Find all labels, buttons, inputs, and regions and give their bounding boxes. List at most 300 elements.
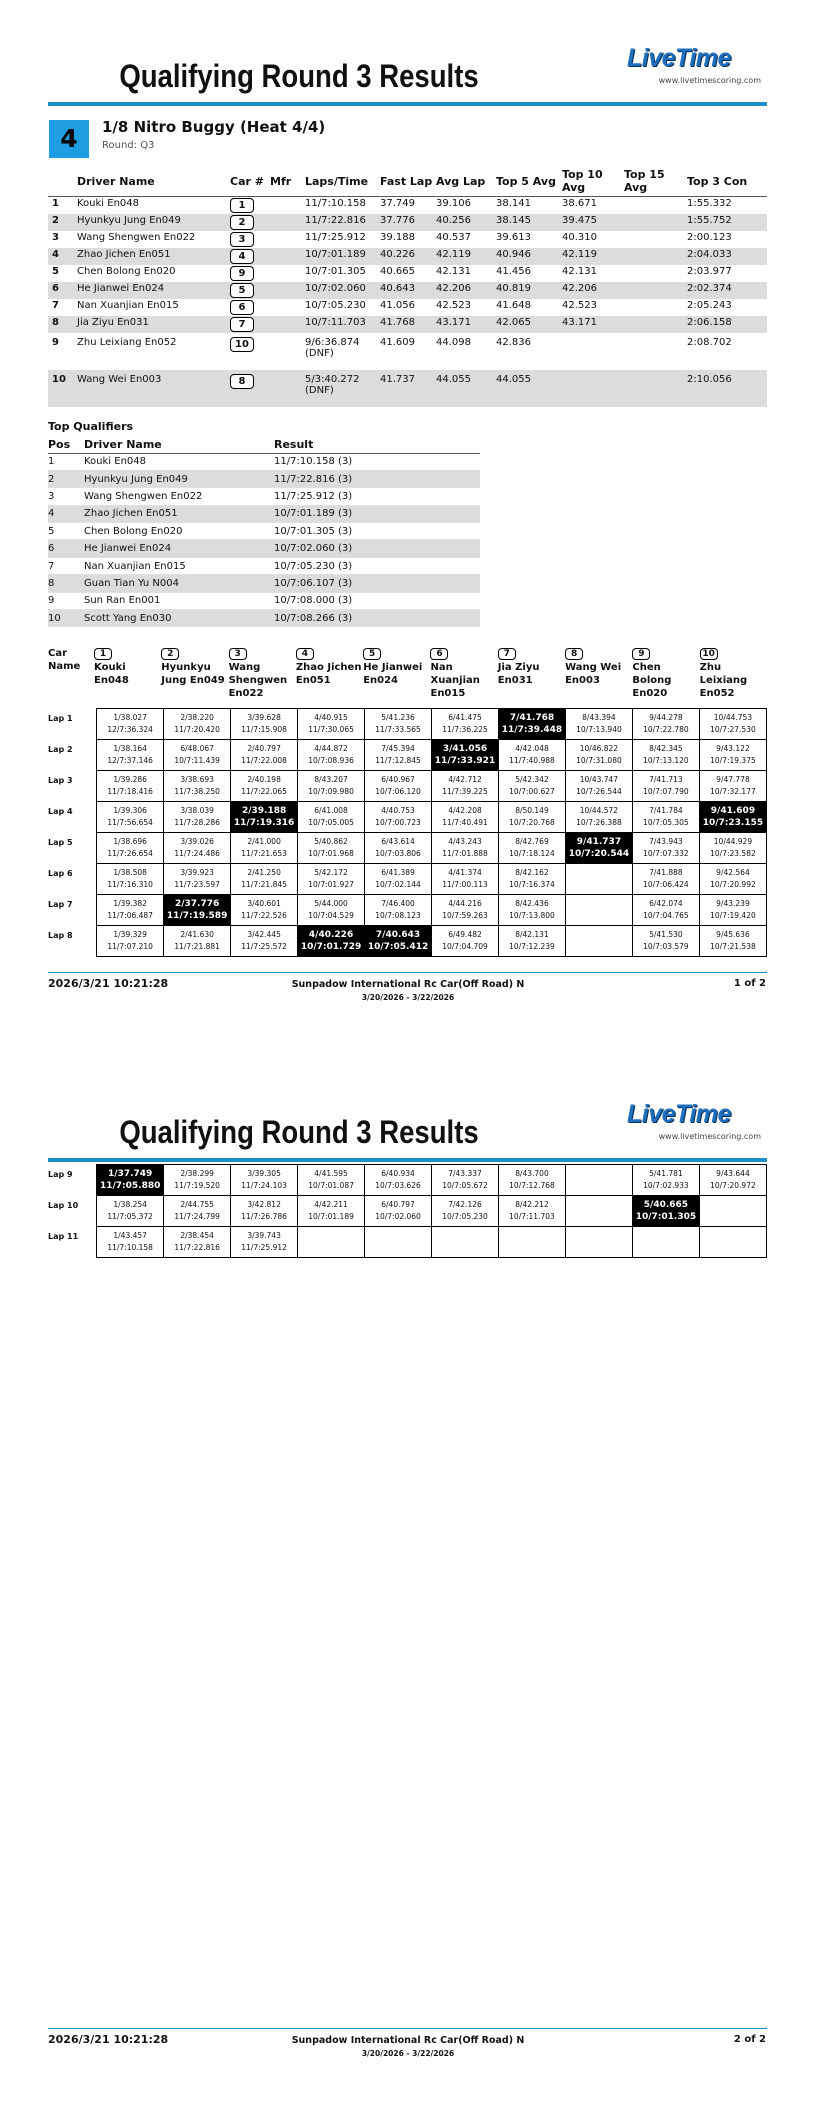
qualifier-pos: 3 (48, 488, 84, 505)
lap-chart-driver-header (632, 647, 699, 700)
driver-name: Nan Xuanjian En015 (430, 662, 480, 699)
lap-time: 6/48.067 (180, 744, 214, 753)
lap-cell (231, 1227, 298, 1258)
logo-url: www.livetimescoring.com (658, 76, 761, 85)
lap-time: 5/44.000 (314, 899, 348, 908)
total-time: 10/7:01.305 (635, 1212, 697, 1222)
lap-cell (699, 895, 766, 926)
qualifier-row (48, 453, 480, 470)
lap-cell (498, 1227, 565, 1258)
footer-rule (48, 2028, 767, 2029)
lap-cell (565, 740, 632, 771)
total-time: 10/7:02.933 (643, 1181, 689, 1190)
lap-time: 5/42.172 (314, 868, 348, 877)
result-driver: Zhu Leixiang En052 (77, 337, 177, 348)
fast-lap-cell (632, 1196, 699, 1227)
result-row (48, 282, 767, 299)
lap-time: 10/44.929 (713, 837, 753, 846)
total-time: 10/7:02.060 (375, 1212, 421, 1221)
total-time: 11/7:38.250 (174, 787, 220, 796)
qualifier-driver: He Jianwei En024 (84, 540, 274, 557)
lap-cell (97, 1196, 164, 1227)
result-pos: 5 (52, 266, 59, 277)
lap-cell (565, 802, 632, 833)
lap-chart-driver-header (229, 647, 296, 700)
lap-time: 1/43.457 (113, 1231, 147, 1240)
heat-number-badge: 4 (49, 120, 89, 158)
lap-time: 8/43.207 (314, 775, 348, 784)
total-time: 10/7:03.626 (375, 1181, 421, 1190)
result-top5: 42.065 (496, 316, 562, 333)
lap-time: 7/41.888 (649, 868, 683, 877)
fast-lap-cell (298, 926, 365, 957)
total-time: 10/7:22.780 (643, 725, 689, 734)
result-top3: 2:10.056 (687, 370, 767, 407)
result-avg: 42.119 (436, 248, 496, 265)
lap-time: 9/43.239 (716, 899, 750, 908)
total-time: 10/7:18.124 (509, 849, 555, 858)
total-time: 10/7:59.263 (442, 911, 488, 920)
total-time: 10/7:01.729 (300, 942, 362, 952)
lap-time: 8/42.345 (649, 744, 683, 753)
lap-cell (498, 833, 565, 864)
lap-cell (97, 771, 164, 802)
lap-time: 7/41.768 (509, 713, 555, 723)
qualifier-driver: Zhao Jichen En051 (84, 505, 274, 522)
total-time: 10/7:26.388 (576, 818, 622, 827)
lap-time: 4/41.595 (314, 1169, 348, 1178)
lap-cell (298, 1227, 365, 1258)
total-time: 11/7:28.286 (174, 818, 220, 827)
lap-time: 1/39.382 (113, 899, 147, 908)
result-mfr (270, 333, 305, 370)
lap-time: 3/38.039 (180, 806, 214, 815)
result-fast: 37.776 (380, 214, 436, 231)
qualifier-row (48, 592, 480, 609)
total-time: 10/7:05.412 (367, 942, 429, 952)
lap-cell (231, 864, 298, 895)
lap-label: Lap 8 (48, 930, 73, 940)
lap-cell (231, 895, 298, 926)
result-top10: 42.131 (562, 266, 597, 277)
total-time: 11/7:10.158 (107, 1243, 153, 1252)
lap-time: 7/46.400 (381, 899, 415, 908)
result-mfr (270, 370, 305, 407)
result-top5: 39.613 (496, 232, 531, 243)
lap-cell (432, 802, 499, 833)
lap-time: 1/38.027 (113, 713, 147, 722)
lap-time: 5/40.862 (314, 837, 348, 846)
lap-time: 3/39.026 (180, 837, 214, 846)
car-number-badge: 9 (632, 648, 650, 660)
lap-time: 1/38.696 (113, 837, 147, 846)
lap-time: 1/39.329 (113, 930, 147, 939)
header-rule (48, 102, 767, 106)
lap-cell (565, 771, 632, 802)
result-top10: 38.671 (562, 198, 597, 209)
lap-time: 6/40.934 (381, 1169, 415, 1178)
lap-cell (164, 926, 231, 957)
result-car (230, 299, 270, 316)
header-rule (48, 1158, 767, 1162)
result-row (48, 370, 767, 407)
result-top5: 40.946 (496, 248, 562, 265)
col-header: Laps/Time (305, 166, 380, 197)
result-fast: 41.768 (380, 316, 436, 333)
lap-row (48, 1165, 767, 1196)
qualifier-result: 11/7:25.912 (3) (274, 488, 480, 505)
lap-time: 3/39.743 (247, 1231, 281, 1240)
total-time: 10/7:23.155 (702, 818, 764, 828)
driver-name: Zhu Leixiang En052 (699, 662, 748, 699)
driver-name: Zhao Jichen En051 (295, 662, 362, 686)
qualifier-pos: 6 (48, 540, 84, 557)
result-mfr (270, 316, 305, 333)
fast-lap-cell (432, 740, 499, 771)
lap-cell (298, 802, 365, 833)
lap-cell (432, 1165, 499, 1196)
lap-cell (699, 926, 766, 957)
result-fast: 40.665 (380, 266, 415, 277)
total-time: 10/7:04.529 (308, 911, 354, 920)
footer-event-name: Sunpadow International Rc Car(Off Road) N (291, 979, 525, 990)
lap-cell (298, 1165, 365, 1196)
result-top5: 44.055 (496, 370, 562, 407)
lap-time: 6/43.614 (381, 837, 415, 846)
lap-chart-driver-header (161, 647, 228, 700)
result-top15 (624, 265, 687, 282)
car-number-badge: 6 (230, 300, 254, 315)
result-fast: 41.609 (380, 337, 415, 348)
result-top3: 2:06.158 (687, 316, 767, 333)
result-top15 (624, 316, 687, 333)
lap-label: Lap 1 (48, 713, 73, 723)
result-top3: 2:08.702 (687, 337, 732, 348)
result-mfr (270, 231, 305, 248)
result-driver: Wang Shengwen En022 (77, 232, 196, 243)
lap-cell (632, 926, 699, 957)
result-top15 (624, 370, 687, 407)
lap-cell (699, 1196, 766, 1227)
lap-cell (565, 926, 632, 957)
lap-label: Lap 9 (48, 1169, 73, 1179)
total-time: 11/7:36.225 (442, 725, 488, 734)
lap-time: 5/41.781 (649, 1169, 683, 1178)
result-driver: Zhao Jichen En051 (77, 248, 230, 265)
qualifier-result: 11/7:10.158 (3) (274, 453, 480, 470)
total-time: 11/7:21.881 (174, 942, 220, 951)
result-top15 (624, 231, 687, 248)
lap-time: 6/41.008 (314, 806, 348, 815)
result-top5: 41.456 (496, 266, 531, 277)
lap-time: 2/38.220 (180, 713, 214, 722)
result-laps (305, 333, 380, 370)
page-title: Qualifying Round 3 Results (119, 1114, 479, 1150)
laps-time: 5/3:40.272 (305, 374, 360, 385)
livetime-logo (627, 44, 769, 85)
result-top3: 2:05.243 (687, 300, 732, 311)
total-time: 11/7:25.572 (241, 942, 287, 951)
qualifier-result: 10/7:05.230 (3) (274, 557, 480, 574)
total-time: 10/7:07.790 (643, 787, 689, 796)
result-top5: 42.836 (496, 337, 531, 348)
qualifier-driver: Kouki En048 (84, 453, 274, 470)
qualifier-row (48, 505, 480, 522)
result-pos: 3 (52, 232, 59, 243)
total-time: 10/7:20.544 (568, 849, 630, 859)
lap-time: 9/45.636 (716, 930, 750, 939)
lap-label: Lap 4 (48, 806, 73, 816)
result-pos: 10 (48, 370, 77, 407)
result-top10: 42.523 (562, 300, 597, 311)
lap-time: 6/41.475 (448, 713, 482, 722)
qualifier-driver: Wang Shengwen En022 (84, 488, 274, 505)
total-time: 10/7:01.087 (308, 1181, 354, 1190)
qualifier-row (48, 470, 480, 487)
qualifier-row (48, 488, 480, 505)
footer-event-dates: 3/20/2026 - 3/22/2026 (361, 2049, 455, 2058)
total-time: 10/7:03.806 (375, 849, 421, 858)
total-time: 11/7:12.845 (375, 756, 421, 765)
qualifier-result: 10/7:08.266 (3) (274, 610, 480, 627)
result-top15 (624, 248, 687, 265)
lap-time: 10/46.822 (579, 744, 619, 753)
result-avg: 40.537 (436, 232, 471, 243)
result-pos: 4 (48, 248, 77, 265)
col-header: Top 15 Avg (624, 166, 687, 197)
total-time: 11/7:22.008 (241, 756, 287, 765)
lap-time: 9/41.737 (576, 837, 622, 847)
total-time: 11/7:30.065 (308, 725, 354, 734)
lap-cell (632, 864, 699, 895)
lap-time: 2/39.188 (241, 806, 287, 816)
car-number-badge: 5 (230, 283, 254, 298)
lap-chart-driver-header (700, 647, 767, 700)
lap-time: 8/42.436 (515, 899, 549, 908)
total-time: 10/7:13.940 (576, 725, 622, 734)
total-time: 11/7:05.880 (99, 1181, 161, 1191)
logo-url: www.livetimescoring.com (658, 1132, 761, 1141)
result-laps: 10/7:11.703 (305, 316, 380, 333)
result-car (230, 248, 270, 265)
lap-time: 2/37.776 (174, 899, 220, 909)
lap-time: 2/41.630 (180, 930, 214, 939)
result-pos: 7 (52, 300, 59, 311)
lap-cell (298, 771, 365, 802)
result-top15 (624, 333, 687, 370)
result-laps: 10/7:02.060 (305, 282, 380, 299)
lap-cell (97, 802, 164, 833)
dnf-label: (DNF) (305, 348, 334, 359)
lap-time: 6/41.389 (381, 868, 415, 877)
total-time: 11/7:05.372 (107, 1212, 153, 1221)
col-header: Avg Lap (436, 166, 496, 197)
result-row (48, 265, 767, 282)
lap-chart-page-1 (48, 708, 767, 957)
car-number-badge: 1 (94, 648, 112, 660)
total-time: 11/7:56.654 (107, 818, 153, 827)
total-time: 10/7:20.768 (509, 818, 555, 827)
lap-time: 7/43.337 (448, 1169, 482, 1178)
total-time: 11/7:39.225 (442, 787, 488, 796)
total-time: 10/7:01.968 (308, 849, 354, 858)
lap-cell (365, 895, 432, 926)
total-time: 10/7:09.980 (308, 787, 354, 796)
lap-cell (164, 1165, 231, 1196)
total-time: 10/7:21.538 (710, 942, 756, 951)
lap-time: 4/42.712 (448, 775, 482, 784)
fast-lap-cell (498, 709, 565, 740)
total-time: 10/7:06.424 (643, 880, 689, 889)
result-car (230, 197, 270, 215)
total-time: 10/7:27.530 (710, 725, 756, 734)
lap-time: 3/39.628 (247, 713, 281, 722)
qualifier-result: 10/7:06.107 (3) (274, 575, 480, 592)
footer-printed-date: 2026/3/21 10:21:28 (48, 977, 169, 990)
result-top5: 38.141 (496, 198, 531, 209)
lap-time: 6/40.967 (381, 775, 415, 784)
result-row (48, 299, 767, 316)
result-laps: 11/7:22.816 (305, 214, 380, 231)
qualifier-result: 10/7:08.000 (3) (274, 592, 480, 609)
lap-time: 8/43.394 (582, 713, 616, 722)
lap-time: 10/43.747 (579, 775, 619, 784)
total-time: 11/7:40.491 (442, 818, 488, 827)
lap-cell (231, 740, 298, 771)
result-car (230, 316, 270, 333)
tq-col-header: Pos (48, 437, 84, 453)
driver-name: He Jianwei En024 (363, 662, 423, 686)
lap-cell (632, 895, 699, 926)
lap-time: 4/44.216 (448, 899, 482, 908)
result-pos: 1 (52, 198, 59, 209)
qualifier-row (48, 575, 480, 592)
name-label: Name (48, 661, 81, 672)
qualifier-row (48, 540, 480, 557)
lap-chart-driver-header (94, 647, 161, 700)
lap-cell (97, 1227, 164, 1258)
lap-cell (498, 864, 565, 895)
lap-time: 7/42.126 (448, 1200, 482, 1209)
lap-time: 7/45.394 (381, 744, 415, 753)
total-time: 10/7:00.723 (375, 818, 421, 827)
fast-lap-cell (565, 833, 632, 864)
footer-rule (48, 972, 767, 973)
lap-cell (298, 740, 365, 771)
col-header: Top 5 Avg (496, 166, 562, 197)
qualifier-pos: 10 (48, 610, 84, 627)
lap-label: Lap 3 (48, 775, 73, 785)
qualifier-driver: Chen Bolong En020 (84, 523, 274, 540)
lap-time: 9/44.278 (649, 713, 683, 722)
result-fast: 41.737 (380, 370, 436, 407)
footer-page-number: 2 of 2 (733, 2034, 766, 2045)
qualifier-driver: Guan Tian Yu N004 (84, 575, 274, 592)
total-time: 10/7:11.439 (174, 756, 220, 765)
lap-cell (97, 895, 164, 926)
total-time: 11/7:39.448 (501, 725, 563, 735)
lap-cell (164, 802, 231, 833)
result-avg: 42.523 (436, 300, 471, 311)
lap-time: 3/39.923 (180, 868, 214, 877)
lap-time: 10/44.753 (713, 713, 753, 722)
result-driver: Hyunkyu Jung En049 (77, 214, 230, 231)
car-number-badge: 9 (230, 266, 254, 281)
result-top15 (624, 214, 687, 231)
result-fast: 39.188 (380, 232, 415, 243)
total-time: 10/7:01.189 (308, 1212, 354, 1221)
result-avg: 39.106 (436, 198, 471, 209)
lap-cell (632, 1165, 699, 1196)
car-number-badge: 8 (565, 648, 583, 660)
result-driver: He Jianwei En024 (77, 282, 230, 299)
result-top10: 42.206 (562, 282, 624, 299)
lap-row (48, 709, 767, 740)
car-number-badge: 10 (230, 337, 254, 352)
lap-time: 2/38.454 (180, 1231, 214, 1240)
result-laps: 10/7:05.230 (305, 300, 366, 311)
lap-time: 8/50.149 (515, 806, 549, 815)
lap-cell (632, 833, 699, 864)
lap-cell (498, 895, 565, 926)
result-avg: 44.098 (436, 337, 471, 348)
lap-time: 10/44.572 (579, 806, 619, 815)
result-laps: 10/7:01.305 (305, 266, 366, 277)
fast-lap-cell (97, 1165, 164, 1196)
logo-wordmark: LiveTime (627, 44, 731, 72)
total-time: 11/7:24.799 (174, 1212, 220, 1221)
result-row (48, 316, 767, 333)
qualifier-row (48, 523, 480, 540)
col-header: Car # (230, 166, 270, 197)
result-avg: 42.206 (436, 282, 496, 299)
result-driver: Kouki En048 (77, 198, 140, 209)
lap-cell (699, 1165, 766, 1196)
livetime-logo (627, 1100, 769, 1141)
qualifier-result: 10/7:01.189 (3) (274, 505, 480, 522)
dnf-label: (DNF) (305, 385, 334, 396)
top-qualifiers-table (48, 437, 480, 627)
result-top10 (562, 333, 624, 370)
car-number-badge: 3 (229, 648, 247, 660)
lap-time: 1/38.508 (113, 868, 147, 877)
page-2 (0, 1056, 816, 2112)
lap-label: Lap 7 (48, 899, 73, 909)
lap-cell (231, 1196, 298, 1227)
lap-label: Lap 6 (48, 868, 73, 878)
qualifier-driver: Scott Yang En030 (84, 610, 274, 627)
footer-page-number: 1 of 2 (733, 978, 766, 989)
total-time: 10/7:06.120 (375, 787, 421, 796)
lap-time: 4/40.753 (381, 806, 415, 815)
lap-cell (699, 740, 766, 771)
total-time: 10/7:20.992 (710, 880, 756, 889)
total-time: 11/7:22.065 (241, 787, 287, 796)
lap-time: 2/38.299 (180, 1169, 214, 1178)
total-time: 11/7:26.786 (241, 1212, 287, 1221)
total-time: 11/7:07.210 (107, 942, 153, 951)
lap-label: Lap 5 (48, 837, 73, 847)
driver-name: Wang Shengwen En022 (228, 662, 288, 699)
lap-time: 4/42.211 (314, 1200, 348, 1209)
driver-name: Jia Ziyu En031 (497, 662, 540, 686)
lap-time: 4/40.915 (314, 713, 348, 722)
lap-cell (498, 740, 565, 771)
total-time: 11/7:26.654 (107, 849, 153, 858)
result-top3: 2:03.977 (687, 266, 732, 277)
result-top15 (624, 299, 687, 316)
result-car (230, 370, 270, 407)
